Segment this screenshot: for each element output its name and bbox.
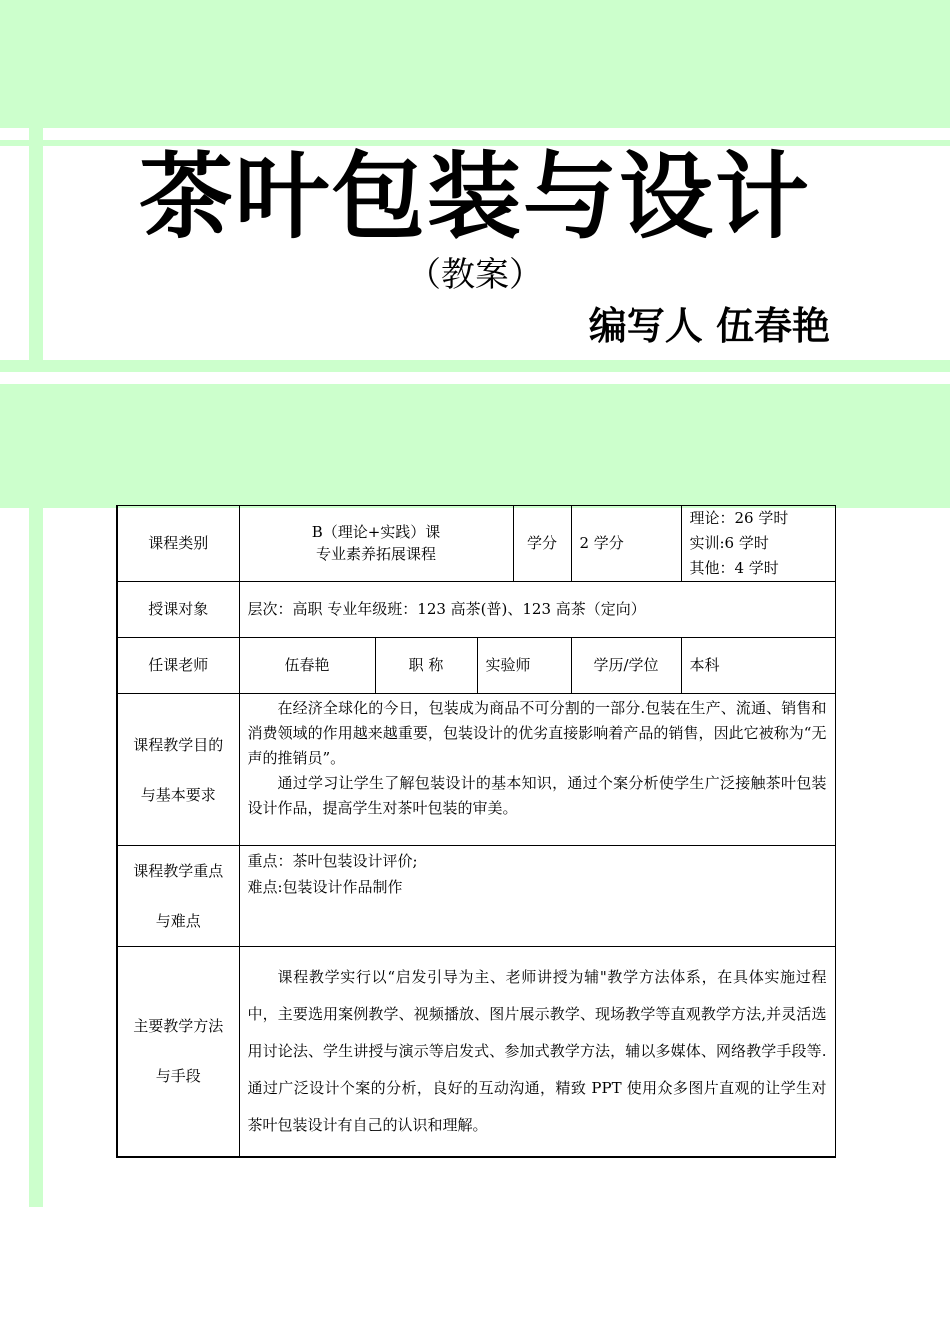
objectives-label [117,694,239,846]
top-green-band [0,0,950,128]
course-category-line1: B（理论+实践）课 [311,522,441,541]
row-methods [117,947,835,1157]
course-category-label: 课程类别 [117,506,239,582]
course-category-line2: 专业素养拓展课程 [315,544,436,563]
objectives-content [239,694,835,846]
row-audience [117,582,835,638]
course-category-value [239,506,513,582]
degree-value: 本科 [681,638,835,694]
hours-other: 其他：4 学时 [689,559,779,577]
focus-label-line2: 与难点 [155,912,201,930]
credit-label: 学分 [513,506,571,582]
methods-label-line1: 主要教学方法 [133,1017,224,1036]
bottom-green-strip [0,360,950,372]
hours-breakdown [681,506,835,582]
author-line: 编写人 伍春艳 [588,304,830,348]
job-title-value: 实验师 [477,638,571,694]
teacher-label: 任课老师 [117,638,239,694]
row-teacher [117,638,835,694]
bottom-green-band [0,384,950,508]
objectives-label-line2: 与基本要求 [140,785,216,804]
document-title: 茶叶包装与设计 [138,143,811,252]
objectives-paragraph-1: 在经济全球化的今日，包装成为商品不可分割的一部分.包装在生产、流通、销售和消费领域的作用越来越重要，包装设计的优劣直接影响着产品的销售，因此它被称为“无声的推销员”。 [247,699,827,767]
methods-label [117,947,239,1157]
objectives-label-line1: 课程教学目的 [133,735,224,754]
objectives-paragraph-2: 通过学习让学生了解包装设计的基本知识，通过个案分析使学生广泛接触茶叶包装设计作品，提高学生对茶叶包装的审美。 [247,774,827,817]
hours-theory: 理论：26 学时 [689,509,789,527]
difficulty-point: 难点:包装设计作品制作 [247,878,403,896]
focus-label-line1: 课程教学重点 [133,862,224,880]
methods-paragraph: 课程教学实行以“启发引导为主、老师讲授为辅"教学方法体系，在具体实施过程中，主要选用案例教学、视频播放、图片展示教学、现场教学等直观教学方法,并灵活选用讨论法、学生讲授与演示等启发式、参加式教学方法，辅以多媒体、网络教学手段等.通过广泛设计个案的分析，良好的互动沟通，精致 PPT 使用众多图片直观的让学生对茶叶包装设计有自己的认识和理解。 [247,967,827,1134]
audience-label: 授课对象 [117,582,239,638]
methods-content [239,947,835,1157]
credit-value: 2 学分 [571,506,681,582]
degree-label: 学历/学位 [571,638,681,694]
row-focus [117,846,835,947]
bottom-white-line [0,372,950,384]
teacher-name: 伍春艳 [239,638,375,694]
audience-value: 层次：高职 专业年级班：123 高茶(普)、123 高茶（定向） [239,582,835,638]
document-subtitle: （教案） [407,255,543,295]
focus-content [239,846,835,947]
focus-label [117,846,239,947]
job-title-label: 职 称 [375,638,477,694]
row-course-category [117,506,835,582]
row-objectives [117,694,835,846]
key-point: 重点：茶叶包装设计评价; [247,852,418,870]
methods-label-line2: 与手段 [155,1067,201,1086]
course-info-table [116,505,836,1158]
hours-practice: 实训:6 学时 [689,534,769,552]
